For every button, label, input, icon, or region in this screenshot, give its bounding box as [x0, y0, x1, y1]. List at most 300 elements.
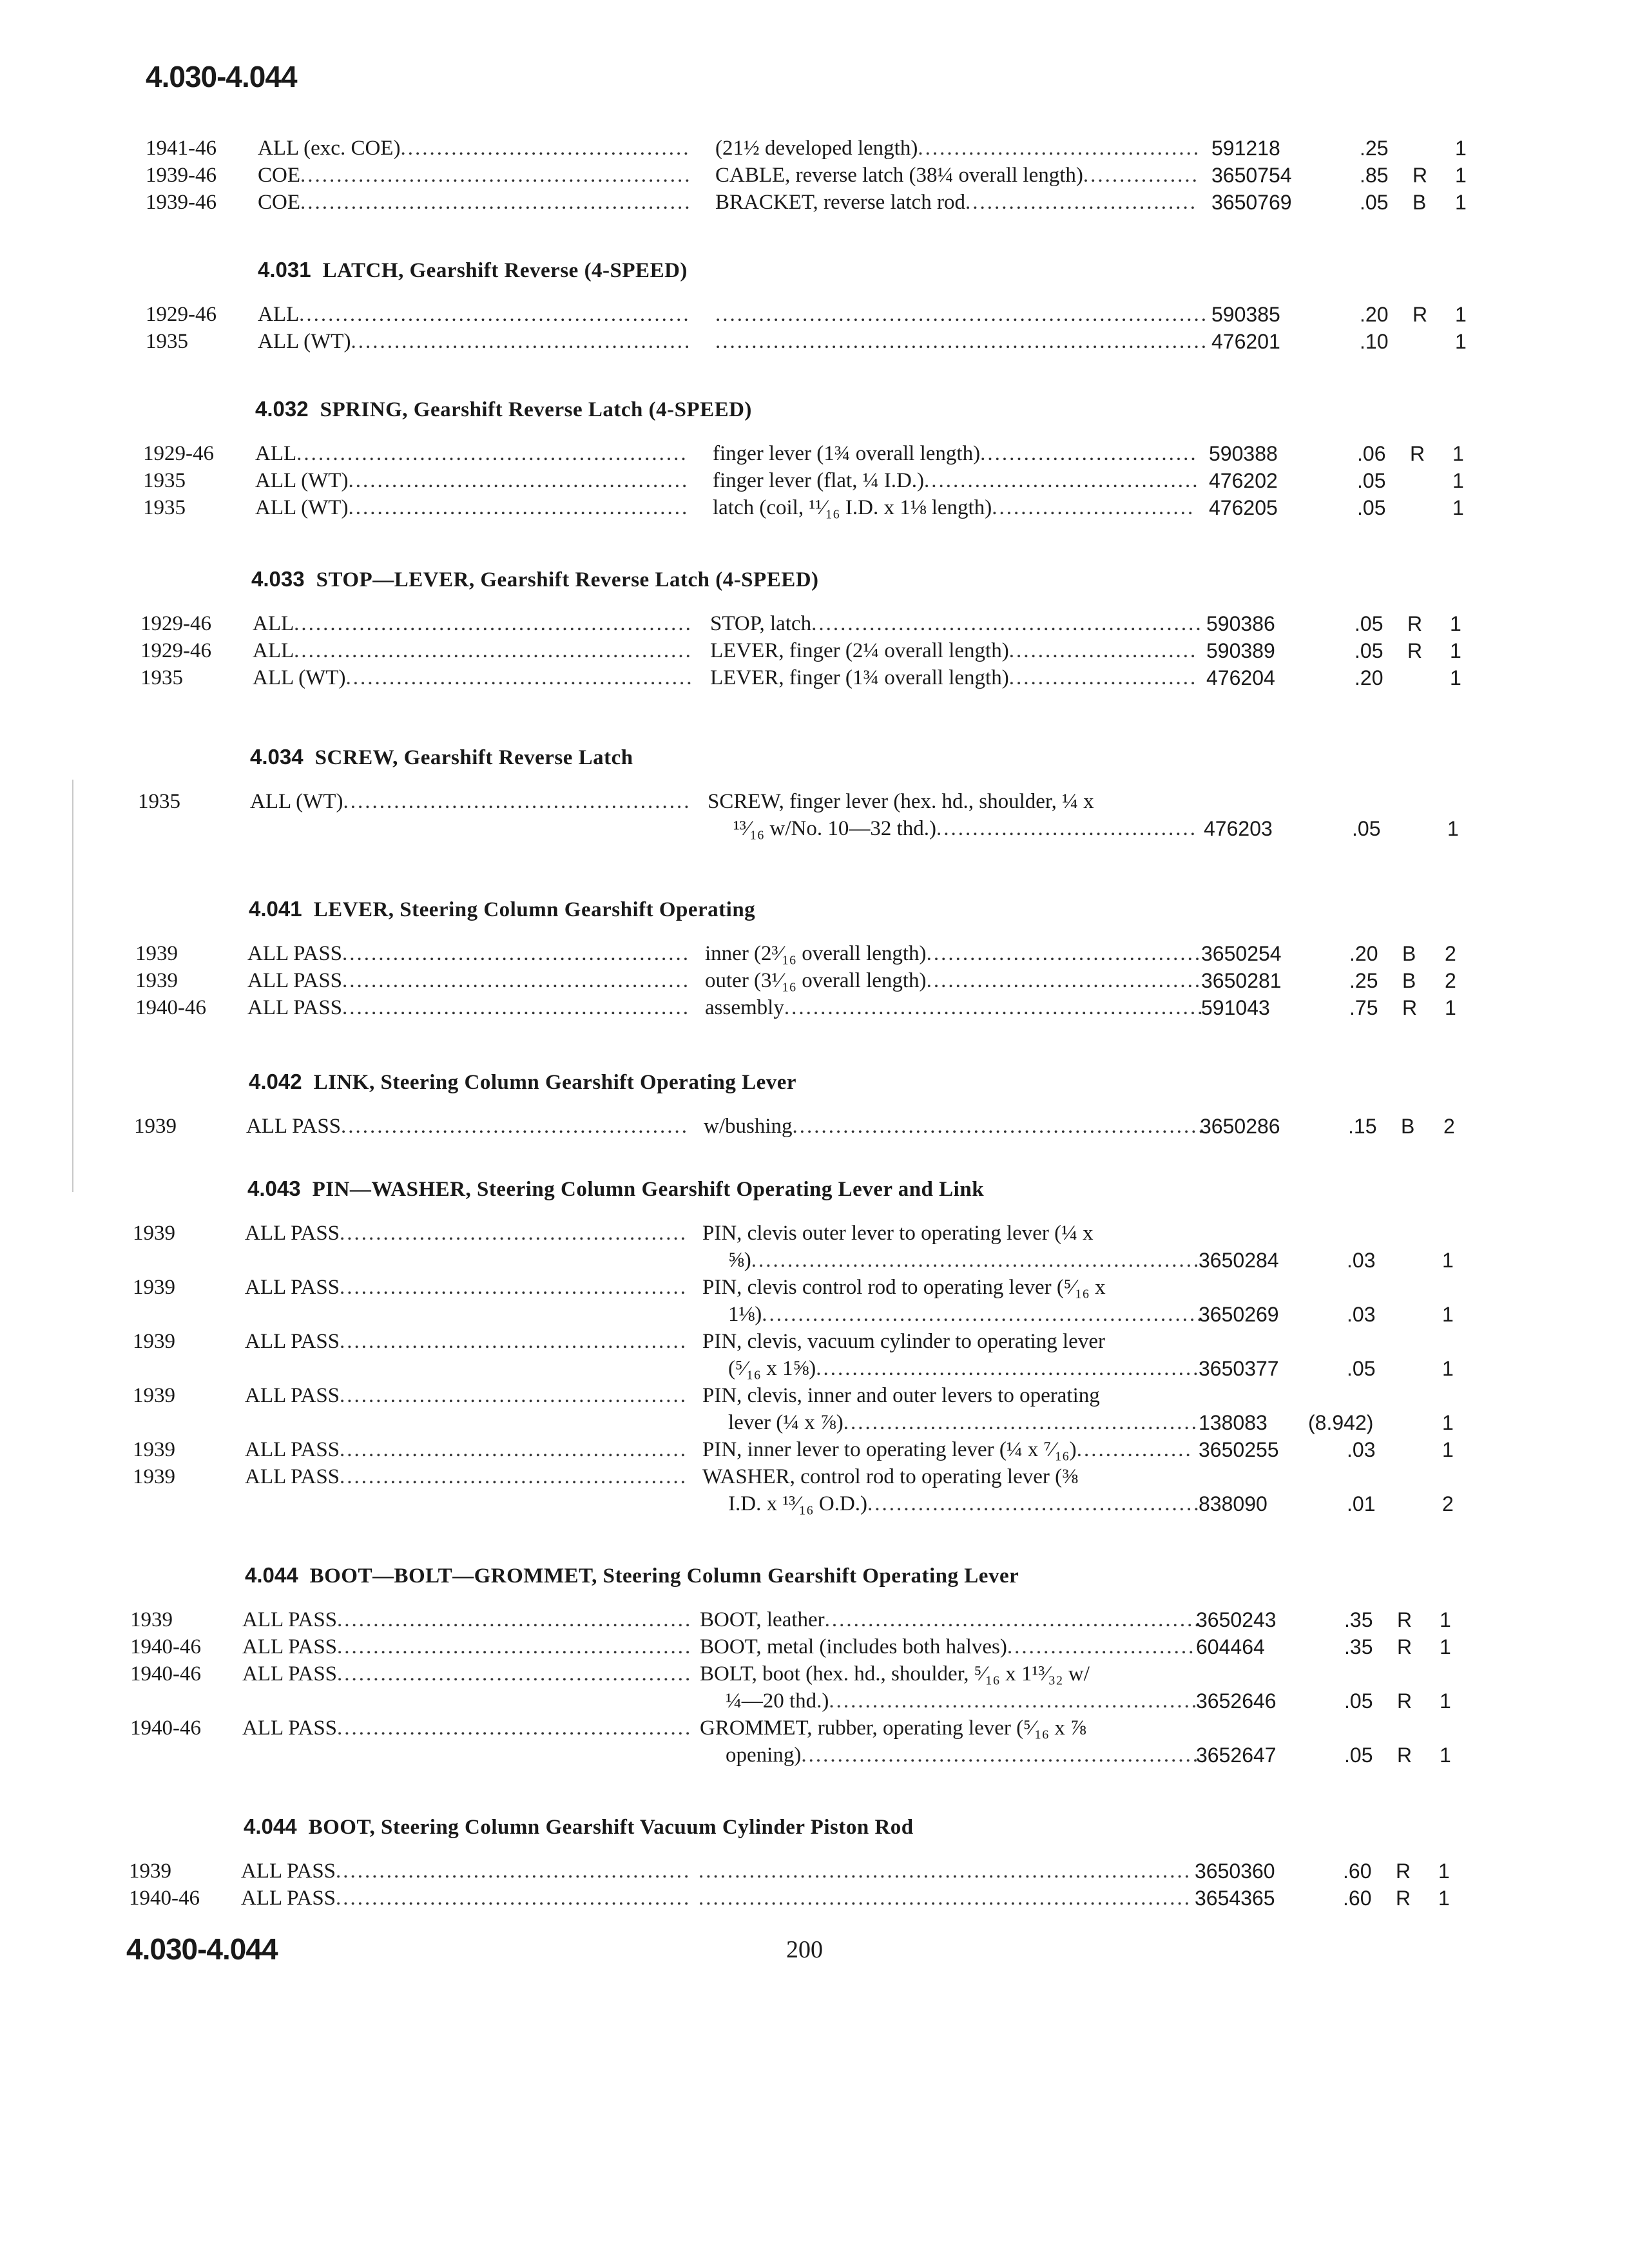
part-number: 3650255 — [1199, 1438, 1279, 1461]
price: .05 — [1347, 1357, 1376, 1380]
price: .60 — [1343, 1860, 1372, 1883]
leader-dots: .............................................................. — [751, 1249, 1201, 1272]
part-number: 3650377 — [1199, 1357, 1279, 1380]
part-number: 3652647 — [1196, 1744, 1277, 1767]
leader-dots: ................................................. — [843, 1411, 1199, 1434]
description-text: finger lever (flat, ¼ I.D.) — [713, 469, 925, 492]
model-text: ALL PASS — [242, 1608, 338, 1631]
status-code: R — [1397, 1608, 1412, 1631]
description-text-2: ¼—20 thd.) — [726, 1689, 829, 1713]
status-code: B — [1402, 942, 1416, 965]
description-text: PIN, clevis, vacuum cylinder to operating lever — [702, 1330, 1105, 1353]
description-leader — [715, 303, 1208, 327]
year-range: 1940-46 — [130, 1635, 201, 1658]
leader-dots: .................................................... — [824, 1608, 1202, 1631]
year-range: 1939 — [133, 1222, 175, 1245]
leader-dots: .................................................................... — [699, 1887, 1191, 1910]
part-number: 591043 — [1201, 996, 1270, 1019]
description-text: PIN, inner lever to operating lever (¼ x ⁷⁄₁₆) — [702, 1438, 1077, 1461]
price: .20 — [1354, 666, 1383, 689]
description-cell — [700, 1716, 1086, 1740]
part-number: 3650360 — [1195, 1860, 1275, 1883]
part-number: 3652646 — [1196, 1689, 1277, 1713]
leader-dots: ............................................... — [348, 469, 689, 492]
leader-dots: ...................................... — [926, 942, 1202, 965]
status-code: R — [1412, 164, 1428, 187]
year-range: 1935 — [143, 469, 186, 492]
quantity: 1 — [1442, 1357, 1454, 1380]
model-cell — [247, 969, 691, 993]
table-row — [0, 1438, 1482, 1465]
model-cell — [253, 612, 693, 636]
description-text: PIN, clevis control rod to operating lever (⁵⁄₁₆ x — [702, 1276, 1106, 1299]
section-title: STOP—LEVER, Gearshift Reverse Latch (4-SPEED) — [316, 568, 819, 591]
description-text: assembly — [705, 996, 784, 1019]
model-cell — [255, 469, 689, 493]
table-row — [0, 137, 1482, 164]
price: .10 — [1360, 330, 1389, 353]
price: .35 — [1344, 1608, 1373, 1631]
leader-dots: ................................................ — [345, 666, 694, 689]
description-text-2: ⅝) — [728, 1249, 751, 1272]
year-range: 1940-46 — [130, 1716, 201, 1740]
section-title: BOOT, Steering Column Gearshift Vacuum Cylinder Piston Rod — [308, 1816, 914, 1839]
part-number: 590385 — [1211, 303, 1280, 326]
leader-dots: ................................................. — [337, 1635, 693, 1658]
part-number: 591218 — [1211, 137, 1280, 160]
table-row — [0, 639, 1482, 666]
status-code: R — [1407, 639, 1423, 662]
model-cell — [247, 996, 691, 1020]
model-text: ALL PASS — [245, 1276, 340, 1299]
leader-dots: ....................................................... — [294, 639, 693, 662]
model-cell — [245, 1384, 688, 1408]
status-code: R — [1402, 996, 1418, 1019]
part-number: 476202 — [1209, 469, 1278, 492]
leader-dots: .............................. — [980, 442, 1198, 465]
description-cell — [700, 1662, 1090, 1686]
year-range: 1935 — [138, 790, 180, 813]
leader-dots: ................................................ — [340, 1465, 688, 1488]
price: .06 — [1357, 442, 1386, 465]
section-code: 4.043 — [247, 1177, 301, 1200]
leader-dots: ................................................ — [342, 942, 691, 965]
quantity: 1 — [1455, 303, 1467, 326]
leader-dots: ................................................ — [343, 790, 691, 813]
price: .25 — [1349, 969, 1378, 992]
model-cell — [255, 442, 688, 466]
part-number: 604464 — [1196, 1635, 1265, 1658]
description-cell — [702, 1330, 1105, 1354]
section-code: 4.031 — [258, 258, 311, 282]
table-row — [0, 790, 1482, 844]
model-text: ALL PASS — [245, 1465, 340, 1488]
section-code: 4.032 — [255, 397, 309, 421]
status-code: R — [1397, 1635, 1412, 1658]
price: .75 — [1349, 996, 1378, 1019]
leader-dots: ..................................................... — [816, 1357, 1200, 1380]
section-heading — [250, 745, 633, 770]
leader-dots: ................................................. — [336, 1860, 691, 1883]
model-text: ALL (WT) — [255, 496, 349, 519]
description-text: (21½ developed length) — [715, 137, 918, 160]
page-header: 4.030-4.044 — [146, 60, 297, 93]
table-row — [0, 942, 1482, 969]
quantity: 1 — [1450, 612, 1461, 635]
description-cell — [713, 496, 1195, 520]
table-row — [0, 164, 1482, 191]
description-text: PIN, clevis, inner and outer levers to operating — [702, 1384, 1100, 1407]
price: .03 — [1347, 1303, 1376, 1326]
description-continuation — [728, 1357, 1200, 1381]
part-number: 590388 — [1209, 442, 1278, 465]
section-heading — [249, 1070, 796, 1095]
leader-dots: ................................................. — [337, 1662, 693, 1686]
year-range: 1939 — [135, 942, 178, 965]
leader-dots: .......................................................... — [784, 996, 1205, 1019]
model-text: ALL PASS — [245, 1330, 340, 1353]
description-continuation — [728, 1411, 1199, 1435]
model-cell — [245, 1330, 688, 1354]
quantity: 1 — [1438, 1860, 1450, 1883]
description-cell — [702, 1276, 1106, 1300]
model-text: COE — [258, 164, 300, 187]
status-code: R — [1396, 1887, 1411, 1910]
model-text: ALL PASS — [245, 1438, 340, 1461]
price: .05 — [1357, 496, 1386, 519]
table-row — [0, 1860, 1482, 1887]
status-code: R — [1410, 442, 1425, 465]
part-number: 476204 — [1206, 666, 1275, 689]
quantity: 1 — [1442, 1303, 1454, 1326]
section-code: 4.044 — [244, 1814, 297, 1838]
description-text: LEVER, finger (2¼ overall length) — [710, 639, 1009, 662]
price: .35 — [1344, 1635, 1373, 1658]
price: .20 — [1360, 303, 1389, 326]
description-text: GROMMET, rubber, operating lever (⁵⁄₁₆ x ⅞ — [700, 1716, 1086, 1740]
section-title: SCREW, Gearshift Reverse Latch — [314, 746, 633, 769]
section-code: 4.033 — [251, 567, 305, 591]
leader-dots: .................................................................... — [715, 303, 1208, 326]
description-text: outer (3¹⁄₁₆ overall length) — [705, 969, 927, 992]
part-number: 3650284 — [1199, 1249, 1279, 1272]
year-range: 1929-46 — [140, 639, 211, 662]
part-number: 590389 — [1206, 639, 1275, 662]
leader-dots: .................................................................... — [699, 1860, 1191, 1883]
description-cell — [702, 1384, 1100, 1408]
quantity: 2 — [1445, 969, 1456, 992]
description-cell — [700, 1635, 1196, 1659]
part-number: 476203 — [1204, 817, 1273, 840]
model-cell — [258, 164, 692, 187]
description-cell — [705, 969, 1202, 993]
part-number: 476201 — [1211, 330, 1280, 353]
table-row — [0, 1465, 1482, 1519]
section-title: LATCH, Gearshift Reverse (4-SPEED) — [322, 259, 688, 282]
description-text-2: lever (¼ x ⅞) — [728, 1411, 843, 1434]
model-cell — [258, 303, 691, 327]
model-text: COE — [258, 191, 300, 214]
price: .05 — [1354, 612, 1383, 635]
section-heading — [249, 897, 755, 922]
table-row — [0, 442, 1482, 469]
model-text: ALL PASS — [242, 1716, 338, 1740]
model-cell — [253, 666, 694, 690]
leader-dots: ...................................................... — [811, 612, 1203, 635]
leader-dots: ...................................................... — [299, 303, 691, 326]
model-text: ALL — [253, 612, 294, 635]
section-title: LINK, Steering Column Gearshift Operating Lever — [313, 1071, 797, 1094]
status-code: R — [1396, 1860, 1411, 1883]
leader-dots: ............................................... — [351, 330, 692, 353]
year-range: 1929-46 — [143, 442, 214, 465]
model-text: ALL (exc. COE) — [258, 137, 401, 160]
table-row — [0, 1276, 1482, 1330]
price: .05 — [1360, 191, 1389, 214]
leader-dots: .................................... — [936, 817, 1198, 840]
table-row — [0, 1384, 1482, 1438]
year-range: 1935 — [143, 496, 186, 519]
model-cell — [250, 790, 691, 814]
model-text: ALL (WT) — [255, 469, 349, 492]
part-number: 3650286 — [1200, 1115, 1280, 1138]
leader-dots: .......................... — [1008, 666, 1198, 689]
year-range: 1939-46 — [146, 164, 217, 187]
status-code: B — [1402, 969, 1416, 992]
scan-edge-mark — [72, 780, 73, 1192]
table-row — [0, 1330, 1482, 1384]
year-range: 1929-46 — [140, 612, 211, 635]
year-range: 1929-46 — [146, 303, 217, 326]
description-text: LEVER, finger (1¾ overall length) — [710, 666, 1009, 689]
section-heading — [258, 258, 688, 283]
model-cell — [245, 1222, 688, 1245]
part-number: 3650769 — [1211, 191, 1292, 214]
price: .15 — [1348, 1115, 1377, 1138]
table-row — [0, 612, 1482, 639]
model-cell — [241, 1860, 691, 1883]
section-heading — [251, 567, 819, 592]
section-code: 4.042 — [249, 1070, 302, 1093]
description-text: BOLT, boot (hex. hd., shoulder, ⁵⁄₁₆ x 1¹³⁄₃₂ w/ — [700, 1662, 1090, 1686]
description-text: WASHER, control rod to operating lever (⅜ — [702, 1465, 1078, 1488]
leader-dots: ................................................ — [341, 1115, 689, 1138]
leader-dots: ................ — [1076, 1438, 1193, 1461]
year-range: 1935 — [146, 330, 188, 353]
description-text: latch (coil, ¹¹⁄₁₆ I.D. x 1⅛ length) — [713, 496, 992, 519]
part-number: 3650754 — [1211, 164, 1292, 187]
section-heading — [244, 1814, 914, 1840]
price: .25 — [1360, 137, 1389, 160]
description-cell — [705, 996, 1205, 1020]
model-text: ALL PASS — [247, 969, 343, 992]
part-number: 3650254 — [1201, 942, 1282, 965]
year-range: 1939 — [133, 1465, 175, 1488]
year-range: 1935 — [140, 666, 183, 689]
model-text: ALL — [253, 639, 294, 662]
model-cell — [242, 1635, 693, 1659]
quantity: 1 — [1455, 137, 1467, 160]
year-range: 1939 — [133, 1384, 175, 1407]
leader-dots: ................ — [1083, 164, 1199, 187]
quantity: 1 — [1447, 817, 1459, 840]
table-row — [0, 469, 1482, 496]
section-code: 4.034 — [250, 745, 304, 769]
year-range: 1939-46 — [146, 191, 217, 214]
description-cell — [713, 469, 1200, 493]
price: (8.942) — [1308, 1411, 1374, 1434]
description-text: w/bushing — [704, 1115, 793, 1138]
status-code: R — [1397, 1689, 1412, 1713]
table-row — [0, 303, 1482, 330]
description-continuation — [726, 1744, 1200, 1767]
table-row — [0, 1115, 1482, 1142]
description-text-2: I.D. x ¹³⁄₁₆ O.D.) — [728, 1492, 868, 1515]
leader-dots: ................................................. — [337, 1716, 693, 1740]
table-row — [0, 330, 1482, 357]
year-range: 1939 — [130, 1608, 173, 1631]
model-text: ALL PASS — [241, 1887, 336, 1910]
description-text: SCREW, finger lever (hex. hd., shoulder, ¼ x — [708, 790, 1094, 813]
quantity: 1 — [1442, 1438, 1454, 1461]
quantity: 1 — [1452, 442, 1464, 465]
description-text-2: 1⅛) — [728, 1303, 762, 1326]
description-continuation — [726, 1689, 1199, 1713]
leader-dots: ...................................... — [926, 969, 1202, 992]
model-cell — [255, 496, 689, 520]
section-heading — [247, 1177, 984, 1202]
leader-dots: .......................... — [1007, 1635, 1196, 1658]
model-text: ALL PASS — [246, 1115, 342, 1138]
leader-dots: ....................................................... — [801, 1744, 1200, 1767]
table-row — [0, 1608, 1482, 1635]
section-heading — [255, 397, 752, 422]
leader-dots: .................................................................... — [715, 330, 1208, 353]
table-row — [0, 1887, 1482, 1914]
year-range: 1941-46 — [146, 137, 217, 160]
leader-dots: ............................................... — [348, 496, 689, 519]
status-code: R — [1397, 1744, 1412, 1767]
description-cell — [710, 639, 1198, 663]
price: .05 — [1354, 639, 1383, 662]
year-range: 1940-46 — [135, 996, 206, 1019]
quantity: 1 — [1440, 1635, 1451, 1658]
description-text-2: (⁵⁄₁₆ x 1⅝) — [728, 1357, 816, 1380]
part-number: 3654365 — [1195, 1887, 1275, 1910]
table-row — [0, 191, 1482, 218]
table-row — [0, 996, 1482, 1023]
year-range: 1939 — [133, 1276, 175, 1299]
quantity: 2 — [1442, 1492, 1454, 1515]
leader-dots: ................................................... — [829, 1689, 1199, 1713]
price: .03 — [1347, 1249, 1376, 1272]
quantity: 1 — [1455, 191, 1467, 214]
description-text: finger lever (1¾ overall length) — [713, 442, 981, 465]
description-cell — [700, 1608, 1202, 1632]
description-cell — [702, 1465, 1078, 1489]
leader-dots: ................................................. — [336, 1887, 691, 1910]
leader-dots: ............................ — [992, 496, 1195, 519]
quantity: 1 — [1455, 164, 1467, 187]
model-cell — [242, 1608, 693, 1632]
description-cell — [702, 1438, 1193, 1462]
description-leader — [715, 330, 1208, 354]
section-title: BOOT—BOLT—GROMMET, Steering Column Gearshift Operating Lever — [309, 1564, 1019, 1588]
model-cell — [242, 1716, 693, 1740]
description-cell — [713, 442, 1198, 466]
status-code: R — [1407, 612, 1423, 635]
quantity: 2 — [1443, 1115, 1455, 1138]
model-text: ALL PASS — [242, 1662, 338, 1686]
leader-dots: ................................................ — [342, 996, 691, 1019]
quantity: 1 — [1445, 996, 1456, 1019]
price: .85 — [1360, 164, 1389, 187]
page-number: 200 — [786, 1936, 823, 1963]
model-text: ALL PASS — [241, 1860, 336, 1883]
quantity: 1 — [1452, 496, 1464, 519]
description-text: PIN, clevis outer lever to operating lever (¼ x — [702, 1222, 1094, 1245]
year-range: 1939 — [135, 969, 178, 992]
price: .05 — [1357, 469, 1386, 492]
leader-dots: ................................................ — [340, 1438, 688, 1461]
part-number: 3650243 — [1196, 1608, 1277, 1631]
year-range: 1939 — [134, 1115, 177, 1138]
leader-dots: ...................................................... — [300, 191, 692, 214]
model-text: ALL (WT) — [258, 330, 351, 353]
model-text: ALL — [258, 303, 300, 326]
model-cell — [246, 1115, 689, 1139]
leader-dots: ...................................... — [924, 469, 1200, 492]
table-row — [0, 1716, 1482, 1771]
table-row — [0, 1635, 1482, 1662]
price: .05 — [1344, 1744, 1373, 1767]
quantity: 1 — [1450, 639, 1461, 662]
leader-dots: ...................................................... — [300, 164, 692, 187]
description-continuation — [728, 1249, 1201, 1273]
part-number: 3650281 — [1201, 969, 1282, 992]
model-text: ALL PASS — [242, 1635, 338, 1658]
leader-dots: .......................... — [1008, 639, 1198, 662]
quantity: 1 — [1452, 469, 1464, 492]
description-cell — [710, 612, 1203, 636]
description-continuation — [728, 1492, 1201, 1516]
description-text: BRACKET, reverse latch rod — [715, 191, 965, 214]
model-cell — [258, 191, 692, 215]
leader-dots: ................................................ — [340, 1384, 688, 1407]
model-cell — [241, 1887, 691, 1910]
quantity: 1 — [1442, 1411, 1454, 1434]
price: .60 — [1343, 1887, 1372, 1910]
table-row — [0, 496, 1482, 523]
model-cell — [258, 137, 691, 160]
section-code: 4.044 — [245, 1563, 298, 1587]
model-text: ALL (WT) — [253, 666, 346, 689]
price: .01 — [1347, 1492, 1376, 1515]
description-cell — [715, 137, 1201, 160]
description-cell — [715, 164, 1199, 187]
model-cell — [245, 1438, 688, 1462]
quantity: 1 — [1440, 1744, 1451, 1767]
quantity: 1 — [1440, 1689, 1451, 1713]
quantity: 1 — [1455, 330, 1467, 353]
description-text-2: ¹³⁄₁₆ w/No. 10—32 thd.) — [733, 817, 937, 840]
year-range: 1939 — [129, 1860, 171, 1883]
status-code: B — [1401, 1115, 1415, 1138]
leader-dots: ....................................................... — [294, 612, 693, 635]
leader-dots: ................................ — [965, 191, 1197, 214]
description-continuation — [728, 1303, 1204, 1327]
leader-dots: ............................................................. — [762, 1303, 1204, 1326]
